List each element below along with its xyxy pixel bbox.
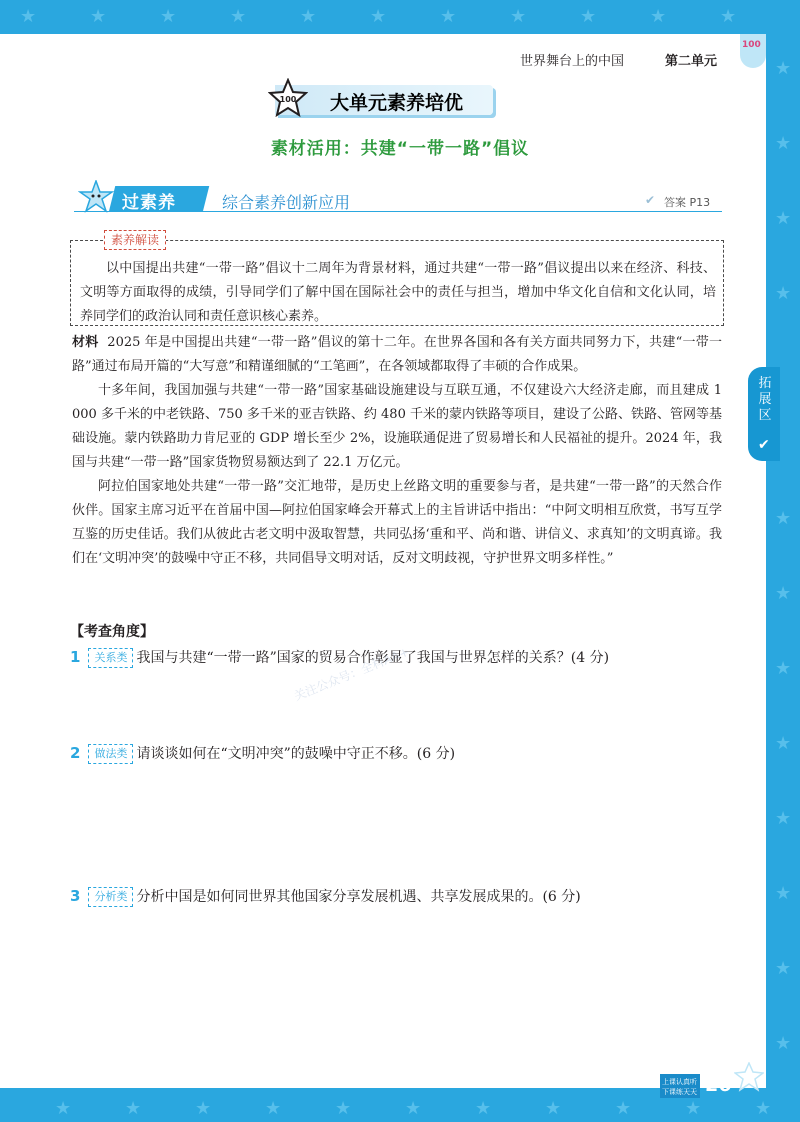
frame-star-icon: ★ xyxy=(775,883,792,904)
frame-star-icon: ★ xyxy=(775,133,792,154)
material-p1-text: 2025 年是中国提出共建“一带一路”倡议的第十二年。在世界各国和各有关方面共同努力下，共建“一带一路”通过布局开篇的“大写意”和精谨细腻的“工笔画”，在各领域都取得了丰硕的合作成果。 xyxy=(72,335,722,374)
material-paragraph-2: 十多年间，我国加强与共建“一带一路”国家基础设施建设与互联互通，不仅建设六大经济走廊，而且建成 1 000 多千米的中老铁路、750 多千米的亚吉铁路、约 480 千米的蒙内铁路等项目，建设了公路、铁路、管网等基础设施。蒙内铁路助力肯尼亚的 GDP 增长至少 2%，设施联通促进了贸易增长和人民福祉的提升。2024 年，我国与共建“一带一路”国家货物贸易额达到了 22.1 万亿元。 xyxy=(72,383,722,470)
watermark: 关注公众号：全科AA+ xyxy=(292,644,412,704)
frame-star-icon: ★ xyxy=(230,6,247,27)
frame-star-icon: ★ xyxy=(775,58,792,79)
frame-star-icon: ★ xyxy=(580,6,597,27)
page-title: 大单元素养培优 xyxy=(330,92,464,114)
explanation-text: 以中国提出共建“一带一路”倡议十二周年为背景材料，通过共建“一带一路”倡议提出以来在经济、科技、文明等方面取得的成绩，引导同学们了解中国在国际社会中的责任与担当，增加中华文化自信和文化认同，培养同学们的政治认同和责任意识核心素养。 xyxy=(80,261,716,324)
frame-star-icon: ★ xyxy=(195,1098,212,1119)
frame-star-icon: ★ xyxy=(125,1098,142,1119)
frame-star-icon: ★ xyxy=(720,6,737,27)
angles-heading: 【考查角度】 xyxy=(70,624,154,640)
question-text: 请谈谈如何在“文明冲突”的鼓噪中守正不移。(6 分) xyxy=(136,746,456,762)
question-text: 分析中国是如何同世界其他国家分享发展机遇、共享发展成果的。(6 分) xyxy=(136,889,581,905)
frame-star-icon: ★ xyxy=(55,1098,72,1119)
frame-star-icon: ★ xyxy=(775,958,792,979)
mascot-icon xyxy=(78,180,114,216)
frame-star-icon: ★ xyxy=(510,6,527,27)
frame-star-icon: ★ xyxy=(685,1098,702,1119)
header-chapter: 世界舞台上的中国 xyxy=(520,54,625,69)
question-tag: 关系类 xyxy=(88,648,133,668)
question-1 xyxy=(70,646,730,669)
header-unit: 第二单元 xyxy=(665,54,718,69)
material-paragraph-3: 阿拉伯国家地处共建“一带一路”交汇地带，是历史上丝路文明的重要参与者，是共建“一带一路”的天然合作伙伴。国家主席习近平在首届中国—阿拉伯国家峰会开幕式上的主旨讲话中指出：“中阿文明相互欣赏，书写互学互鉴的历史佳话。我们从彼此古老文明中汲取智慧，共同弘扬‘重和平、尚和谐、讲信义、求真知’的文明真谛。我们在‘文明冲突’的鼓噪中守正不移，共同倡导文明对话，反对文明歧视，守护世界文明多样性。” xyxy=(72,479,722,566)
frame-star-icon: ★ xyxy=(775,208,792,229)
frame-star-icon: ★ xyxy=(775,733,792,754)
material-paragraph-1 xyxy=(72,331,722,379)
header-logo-text: 100 xyxy=(742,40,761,50)
question-number: 2 xyxy=(70,744,81,762)
frame-star-icon: ★ xyxy=(90,6,107,27)
frame-star-icon: ★ xyxy=(775,283,792,304)
question-text: 我国与共建“一带一路”国家的贸易合作彰显了我国与世界怎样的关系？(4 分) xyxy=(136,650,610,666)
footer-slogan-line-1: 上课认真听 xyxy=(662,1078,697,1086)
question-number: 3 xyxy=(70,887,81,905)
question-2 xyxy=(70,742,730,765)
frame-star-icon: ★ xyxy=(440,6,457,27)
frame-star-icon: ★ xyxy=(545,1098,562,1119)
footer-mascot-icon xyxy=(734,1062,764,1092)
material-label: 材料 xyxy=(72,335,99,350)
material-block xyxy=(72,331,722,571)
frame-star-icon: ★ xyxy=(405,1098,422,1119)
frame-star-icon: ★ xyxy=(300,6,317,27)
star-badge-icon xyxy=(268,78,308,118)
section-title: 综合素养创新应用 xyxy=(222,193,351,212)
page-subtitle: 素材活用：共建“一带一路”倡议 xyxy=(270,139,530,159)
frame-star-icon: ★ xyxy=(475,1098,492,1119)
footer-slogan-line-2: 下课练天天 xyxy=(662,1088,697,1096)
explanation-tag: 素养解读 xyxy=(104,230,166,250)
frame-star-icon: ★ xyxy=(615,1098,632,1119)
question-3 xyxy=(70,885,730,908)
frame-star-icon: ★ xyxy=(755,1098,772,1119)
frame-star-icon: ★ xyxy=(650,6,667,27)
frame-star-icon: ★ xyxy=(160,6,177,27)
question-tag: 分析类 xyxy=(88,887,133,907)
page-frame-top xyxy=(0,0,800,34)
frame-star-icon: ★ xyxy=(370,6,387,27)
frame-star-icon: ★ xyxy=(775,508,792,529)
star-badge-text: 100 xyxy=(279,95,297,104)
frame-star-icon: ★ xyxy=(775,583,792,604)
frame-star-icon: ★ xyxy=(335,1098,352,1119)
frame-star-icon: ★ xyxy=(775,658,792,679)
page-number: 26 xyxy=(705,1074,732,1096)
section-badge-label: 过素养 xyxy=(122,193,176,213)
question-tag: 做法类 xyxy=(88,744,133,764)
frame-star-icon: ★ xyxy=(20,6,37,27)
page-frame-right xyxy=(766,0,800,1122)
answer-reference: 答案 P13 xyxy=(664,196,711,209)
frame-star-icon: ★ xyxy=(265,1098,282,1119)
question-number: 1 xyxy=(70,648,81,666)
checkmark-icon: ✔ xyxy=(645,193,656,207)
frame-star-icon: ★ xyxy=(775,1033,792,1054)
side-check-icon: ✔ xyxy=(758,437,770,453)
side-tab-label: 拓展区 xyxy=(758,376,772,423)
frame-star-icon: ★ xyxy=(775,808,792,829)
